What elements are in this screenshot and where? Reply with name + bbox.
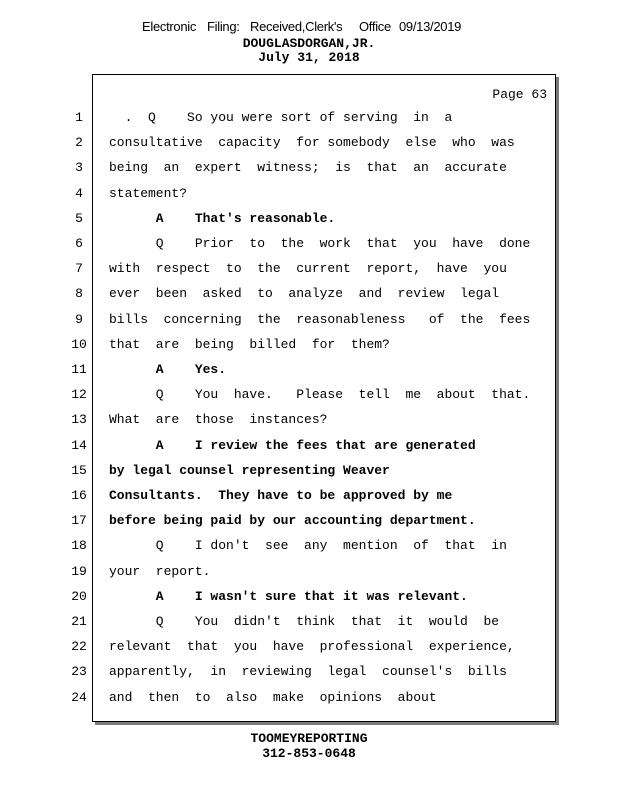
transcript-line: Consultants. They have to be approved by me (109, 488, 453, 503)
transcript-line: by legal counsel representing Weaver (109, 463, 390, 478)
line-number: 19 (71, 564, 87, 579)
transcript-line: A That's reasonable. (109, 211, 336, 226)
transcript-line: Q Prior to the work that you have done (109, 236, 531, 251)
transcript-line: Q I don't see any mention of that in (109, 538, 507, 553)
line-number: 1 (75, 110, 83, 125)
transcript-line: A I wasn't sure that it was relevant. (109, 589, 468, 604)
line-number: 21 (71, 614, 87, 629)
transcript-line: consultative capacity for somebody else who was (109, 135, 515, 150)
filing-word-office: Office (359, 19, 391, 34)
line-number: 18 (71, 538, 87, 553)
line-number: 14 (71, 438, 87, 453)
transcript-line: before being paid by our accounting department. (109, 513, 476, 528)
transcript-line: statement? (109, 186, 188, 201)
deponent-name: DOUGLASDORGAN,JR. (242, 36, 376, 51)
transcript-line: that are being billed for them? (109, 337, 390, 352)
transcript-line: A Yes. (109, 362, 227, 377)
filing-word-received: Received,Clerk's (250, 19, 343, 34)
line-number: 24 (71, 690, 87, 705)
line-number: 8 (75, 286, 83, 301)
line-number: 7 (75, 261, 83, 276)
line-number: 3 (75, 160, 83, 175)
reporting-phone: 312-853-0648 (262, 746, 356, 761)
line-number: 10 (71, 337, 87, 352)
line-number: 23 (71, 664, 87, 679)
line-number: 12 (71, 387, 87, 402)
transcript-line: and then to also make opinions about (109, 690, 437, 705)
line-number: 2 (75, 135, 83, 150)
line-number: 20 (71, 589, 87, 604)
transcript-line: What are those instances? (109, 412, 328, 427)
line-number: 11 (71, 362, 87, 377)
line-number: 6 (75, 236, 83, 251)
line-number: 15 (71, 463, 87, 478)
line-number: 16 (71, 488, 87, 503)
transcript-line: . Q So you were sort of serving in a (109, 110, 453, 125)
filing-date: 09/13/2019 (399, 19, 462, 34)
line-number: 9 (75, 312, 83, 327)
line-number: 4 (75, 186, 83, 201)
line-number: 17 (71, 513, 87, 528)
line-number: 22 (71, 639, 87, 654)
line-number: 13 (71, 412, 87, 427)
deposition-date: July 31, 2018 (258, 50, 360, 65)
transcript-line: Q You didn't think that it would be (109, 614, 500, 629)
reporting-company: TOOMEYREPORTING (250, 731, 368, 746)
line-number: 5 (75, 211, 83, 226)
transcript-line: relevant that you have professional experience, (109, 639, 515, 654)
filing-word-filing: Filing: (207, 19, 240, 34)
transcript-line: Q You have. Please tell me about that. (109, 387, 531, 402)
transcript-line: apparently, in reviewing legal counsel's bills (109, 664, 507, 679)
transcript-line: with respect to the current report, have you (109, 261, 507, 276)
transcript-line: being an expert witness; is that an accurate (109, 160, 507, 175)
transcript-line: bills concerning the reasonableness of the fees (109, 312, 531, 327)
transcript-line: ever been asked to analyze and review legal (109, 286, 500, 301)
filing-word-electronic: Electronic (142, 19, 197, 34)
transcript-line: your report. (109, 564, 211, 579)
transcript-line: A I review the fees that are generated (109, 438, 476, 453)
page-number: Page 63 (492, 87, 547, 102)
